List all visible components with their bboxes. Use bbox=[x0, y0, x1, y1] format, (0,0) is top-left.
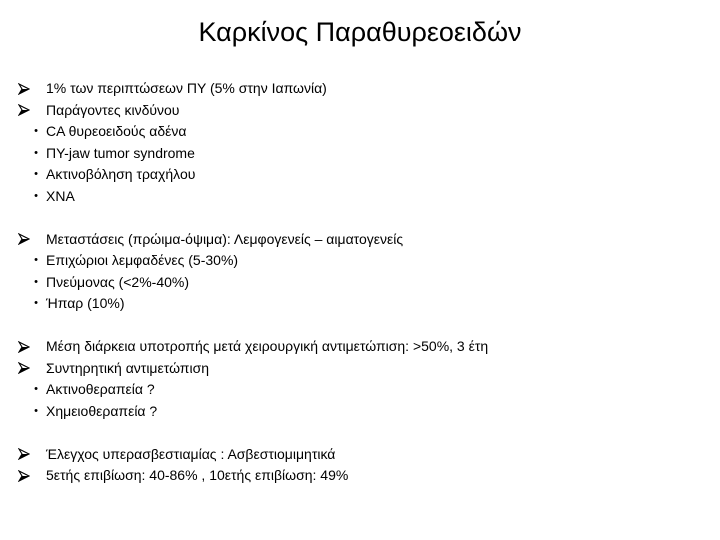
arrowhead-bullet-icon bbox=[16, 78, 32, 100]
item-text: Πνεύμονας (<2%-40%) bbox=[46, 273, 190, 290]
item-text: Ακτινοθεραπεία ? bbox=[46, 381, 155, 397]
bullet-item bbox=[16, 121, 706, 143]
bullet-item bbox=[16, 186, 706, 208]
bullet-dot-icon: • bbox=[34, 254, 38, 266]
item-text: Ήπαρ (10%) bbox=[46, 295, 125, 311]
arrowhead-bullet-icon bbox=[16, 336, 32, 358]
bullet-dot-icon: • bbox=[34, 404, 38, 417]
item-text: Μέση διάρκεια υποτροπής μετά χειρουργική αντιμετώπιση: >50%, 3 έτη bbox=[46, 338, 489, 354]
bullet-item bbox=[16, 379, 706, 401]
item-text: ΠΥ-jaw tumor syndrome bbox=[46, 144, 195, 161]
bullet-item bbox=[16, 143, 706, 165]
item-text: Έλεγχος υπερασβεστιαμίας : Ασβεστιομιμητικά bbox=[46, 445, 336, 462]
arrow-bullet-item bbox=[16, 100, 706, 122]
blank-line bbox=[16, 422, 706, 444]
item-text: Μεταστάσεις (πρώιμα-όψιμα): Λεμφογενείς – αιματογενείς bbox=[46, 230, 404, 247]
bullet-dot-icon: • bbox=[34, 146, 38, 159]
arrow-bullet-item bbox=[16, 336, 706, 358]
arrowhead-bullet-icon bbox=[16, 358, 32, 380]
slide-content bbox=[16, 78, 706, 487]
blank-line bbox=[16, 315, 706, 337]
blank-line bbox=[16, 207, 706, 229]
arrow-bullet-item bbox=[16, 358, 706, 380]
arrow-bullet-item bbox=[16, 465, 706, 487]
bullet-dot-icon: • bbox=[34, 383, 38, 395]
item-text: ΧΝΑ bbox=[46, 187, 75, 204]
bullet-dot-icon: • bbox=[34, 297, 38, 309]
arrowhead-bullet-icon bbox=[16, 229, 32, 251]
arrowhead-bullet-icon bbox=[16, 100, 32, 122]
arrowhead-bullet-icon bbox=[16, 465, 32, 487]
item-text: Συντηρητική αντιμετώπιση bbox=[46, 359, 209, 376]
item-text: Παράγοντες κινδύνου bbox=[46, 101, 180, 118]
slide-title: Καρκίνος Παραθυρεοειδών bbox=[198, 17, 522, 47]
bullet-item bbox=[16, 401, 706, 423]
item-text: 1% των περιπτώσεων ΠΥ (5% στην Ιαπωνία) bbox=[46, 80, 327, 96]
bullet-dot-icon: • bbox=[34, 125, 38, 137]
bullet-dot-icon: • bbox=[34, 189, 38, 202]
item-text: CA θυρεοειδούς αδένα bbox=[46, 123, 187, 139]
arrow-bullet-item bbox=[16, 229, 706, 251]
arrow-bullet-item bbox=[16, 444, 706, 466]
bullet-item bbox=[16, 293, 706, 315]
bullet-item bbox=[16, 272, 706, 294]
item-text: Χημειοθεραπεία ? bbox=[46, 402, 158, 419]
bullet-dot-icon: • bbox=[34, 168, 38, 180]
bullet-dot-icon: • bbox=[34, 275, 38, 288]
item-text: Ακτινοβόληση τραχήλου bbox=[46, 166, 196, 182]
item-text: Επιχώριοι λεμφαδένες (5-30%) bbox=[46, 252, 239, 268]
bullet-item bbox=[16, 250, 706, 272]
arrowhead-bullet-icon bbox=[16, 444, 32, 466]
bullet-item bbox=[16, 164, 706, 186]
arrow-bullet-item bbox=[16, 78, 706, 100]
item-text: 5ετής επιβίωση: 40-86% , 10ετής επιβίωση: 49% bbox=[46, 467, 349, 483]
